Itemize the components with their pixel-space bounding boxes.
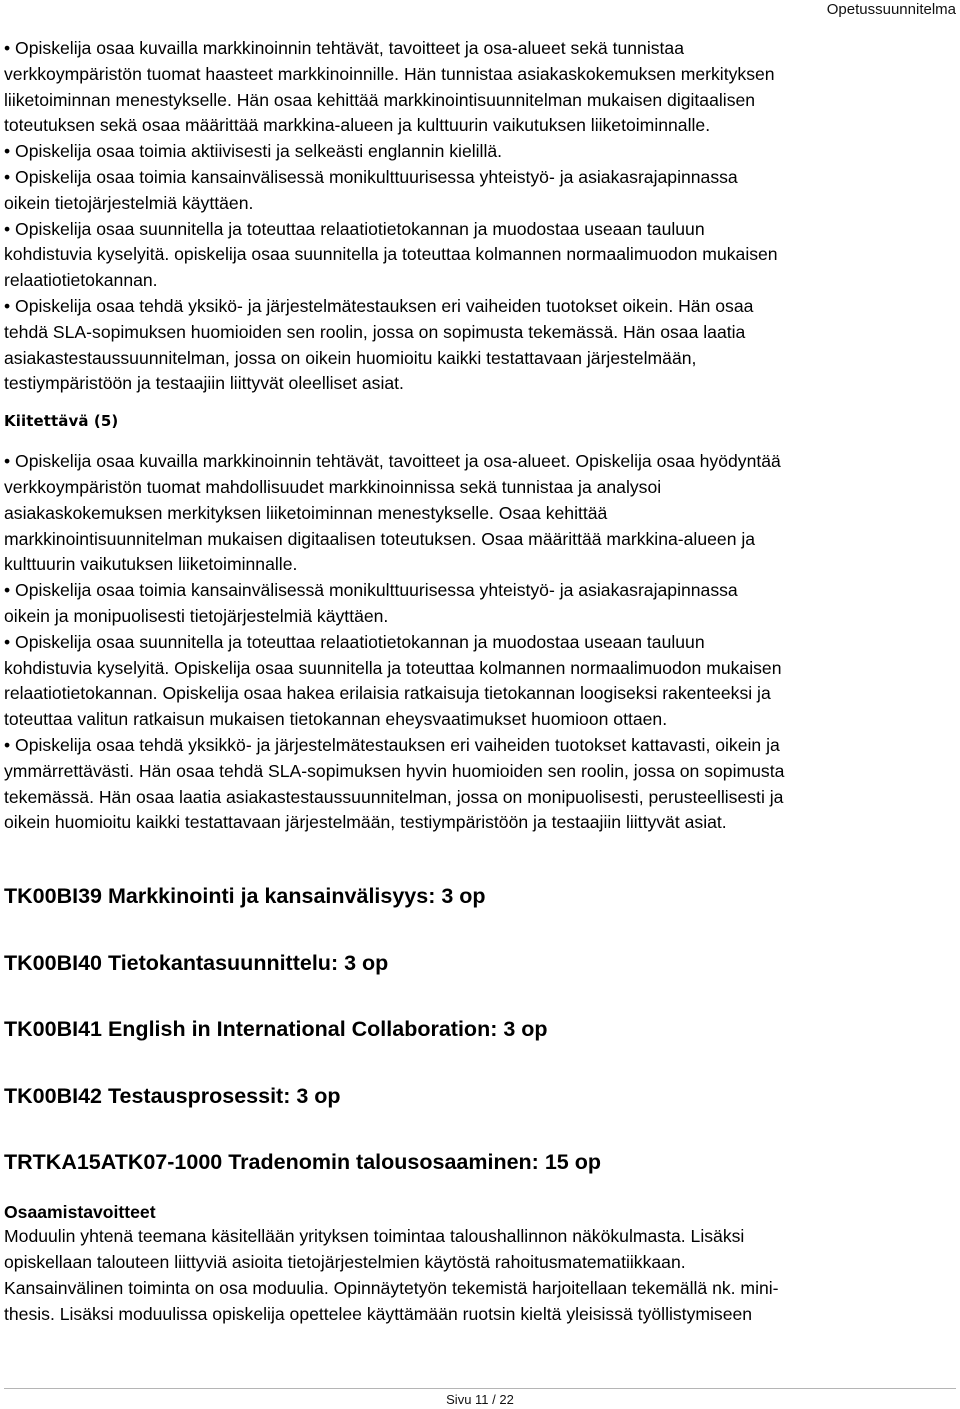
- criteria-line: verkkoympäristön tuomat mahdollisuudet markkinoinnissa sekä tunnistaa ja analysoi: [4, 476, 662, 497]
- module-line: Moduulin yhtenä teemana käsitellään yrityksen toimintaa taloushallinnon näkökulmasta. Lisäksi: [4, 1226, 745, 1247]
- criteria-line: oikein tietojärjestelmiä käyttäen.: [4, 192, 254, 213]
- criteria-line: testiympäristöön ja testaajiin liittyvät oleelliset asiat.: [4, 373, 404, 394]
- criteria-line: markkinointisuunnitelman mukaisen digitaalisen toteutuksen. Osaa määrittää markkina-alueen ja: [4, 528, 756, 549]
- criteria-line: • Opiskelija osaa tehdä yksikkö- ja järjestelmätestauksen eri vaiheiden tuotokset kattavasti, oikein ja: [4, 734, 780, 755]
- course-title-trtka15atk07: TRTKA15ATK07-1000 Tradenomin talousosaaminen: 15 op: [4, 1150, 601, 1175]
- course-title-tk00bi40: TK00BI40 Tietokantasuunnittelu: 3 op: [4, 950, 389, 975]
- course-title-tk00bi39: TK00BI39 Markkinointi ja kansainvälisyys: 3 op: [4, 884, 486, 909]
- page-number: Sivu 11 / 22: [446, 1392, 514, 1407]
- criteria-line: • Opiskelija osaa toimia kansainvälisessä monikulttuurisessa yhteistyö- ja asiakasrajapinnassa: [4, 166, 738, 187]
- course-list: [4, 882, 954, 1176]
- footer-divider: [4, 1388, 956, 1389]
- document-header-title: Opetussuunnitelma: [826, 1, 956, 18]
- criteria-line: asiakaskokemuksen merkityksen liiketoiminnan menestykselle. Osaa kehittää: [4, 502, 608, 523]
- criteria-line: oikein ja monipuolisesti tietojärjestelmiä käyttäen.: [4, 605, 389, 626]
- learning-objectives-text: [4, 1224, 954, 1327]
- criteria-line: • Opiskelija osaa kuvailla markkinoinnin tehtävät, tavoitteet ja osa-alueet. Opiskelija osaa hyödyntää: [4, 451, 781, 472]
- criteria-line: • Opiskelija osaa toimia kansainvälisessä monikulttuurisessa yhteistyö- ja asiakasrajapinnassa: [4, 580, 738, 601]
- learning-objectives-heading: Osaamistavoitteet: [4, 1202, 156, 1223]
- criteria-line: kohdistuvia kyselyitä. opiskelija osaa suunnitella ja toteuttaa kolmannen normaalimuodon mukaisen: [4, 244, 778, 265]
- criteria-line: ymmärrettävästi. Hän osaa tehdä SLA-sopimuksen hyvin huomioiden sen roolin, jossa on sopimusta: [4, 760, 785, 781]
- course-title-tk00bi41: TK00BI41 English in International Collaboration: 3 op: [4, 1017, 548, 1042]
- criteria-line: relaatiotietokannan.: [4, 270, 158, 291]
- criteria-line: • Opiskelija osaa kuvailla markkinoinnin tehtävät, tavoitteet ja osa-alueet sekä tunnistaa: [4, 38, 684, 58]
- criteria-line: • Opiskelija osaa suunnitella ja toteuttaa relaatiotietokannan ja muodostaa useaan tauluun: [4, 218, 705, 239]
- criteria-line: liiketoiminnan menestykselle. Hän osaa kehittää markkinointisuunnitelman mukaisen digitaalisen: [4, 89, 756, 110]
- criteria-line: tekemässä. Hän osaa laatia asiakastestaussuunnitelman, jossa on monipuolisesti, perusteellisesti ja: [4, 786, 784, 807]
- criteria-line: tehdä SLA-sopimuksen huomioiden sen roolin, jossa on sopimusta tekemässä. Hän osaa laatia: [4, 321, 746, 342]
- criteria-line: toteutuksen sekä osaa määrittää markkina-alueen ja kulttuurin vaikutuksen liiketoiminnalle.: [4, 115, 711, 136]
- module-line: Kansainvälinen toiminta on osa moduulia. Opinnäytetyön tekemistä harjoitellaan tekemällä nk. mini-: [4, 1277, 779, 1298]
- criteria-line: verkkoympäristön tuomat haasteet markkinoinnille. Hän tunnistaa asiakaskokemuksen merkityksen: [4, 63, 775, 84]
- grade-excellent-heading: Kiitettävä (5): [4, 412, 119, 431]
- criteria-line: asiakastestaussuunnitelman, jossa on oikein huomioitu kaikki testattavaan järjestelmään,: [4, 347, 697, 368]
- page-content: [4, 36, 954, 1327]
- module-line: opiskellaan talouteen liittyviä asioita tietojärjestelmien käytöstä rahoitusmatematiikkaan.: [4, 1251, 686, 1272]
- criteria-line: relaatiotietokannan. Opiskelija osaa hakea erilaisia ratkaisuja tietokannan loogiseksi rakenteeksi ja: [4, 683, 771, 704]
- criteria-line: • Opiskelija osaa suunnitella ja toteuttaa relaatiotietokannan ja muodostaa useaan tauluun: [4, 631, 705, 652]
- criteria-line: • Opiskelija osaa tehdä yksikö- ja järjestelmätestauksen eri vaiheiden tuotokset oikein. Hän osaa: [4, 295, 754, 316]
- grade-good-criteria: [4, 36, 954, 397]
- criteria-line: kulttuurin vaikutuksen liiketoiminnalle.: [4, 554, 298, 575]
- criteria-line: kohdistuvia kyselyitä. Opiskelija osaa suunnitella ja toteuttaa kolmannen normaalimuodon mukaisen: [4, 657, 782, 678]
- grade-excellent-criteria: [4, 449, 954, 836]
- module-line: thesis. Lisäksi moduulissa opiskelija opettelee käyttämään ruotsin kieltä yleisissä työllistymiseen: [4, 1303, 753, 1324]
- criteria-line: oikein huomioitu kaikki testattavaan järjestelmään, testiympäristöön ja testaajiin liittyvät asiat.: [4, 812, 727, 833]
- course-title-tk00bi42: TK00BI42 Testausprosessit: 3 op: [4, 1083, 341, 1108]
- criteria-line: toteuttaa valitun ratkaisun mukaisen tietokannan eheysvaatimukset huomioon ottaen.: [4, 709, 668, 730]
- criteria-line: • Opiskelija osaa toimia aktiivisesti ja selkeästi englannin kielillä.: [4, 141, 503, 162]
